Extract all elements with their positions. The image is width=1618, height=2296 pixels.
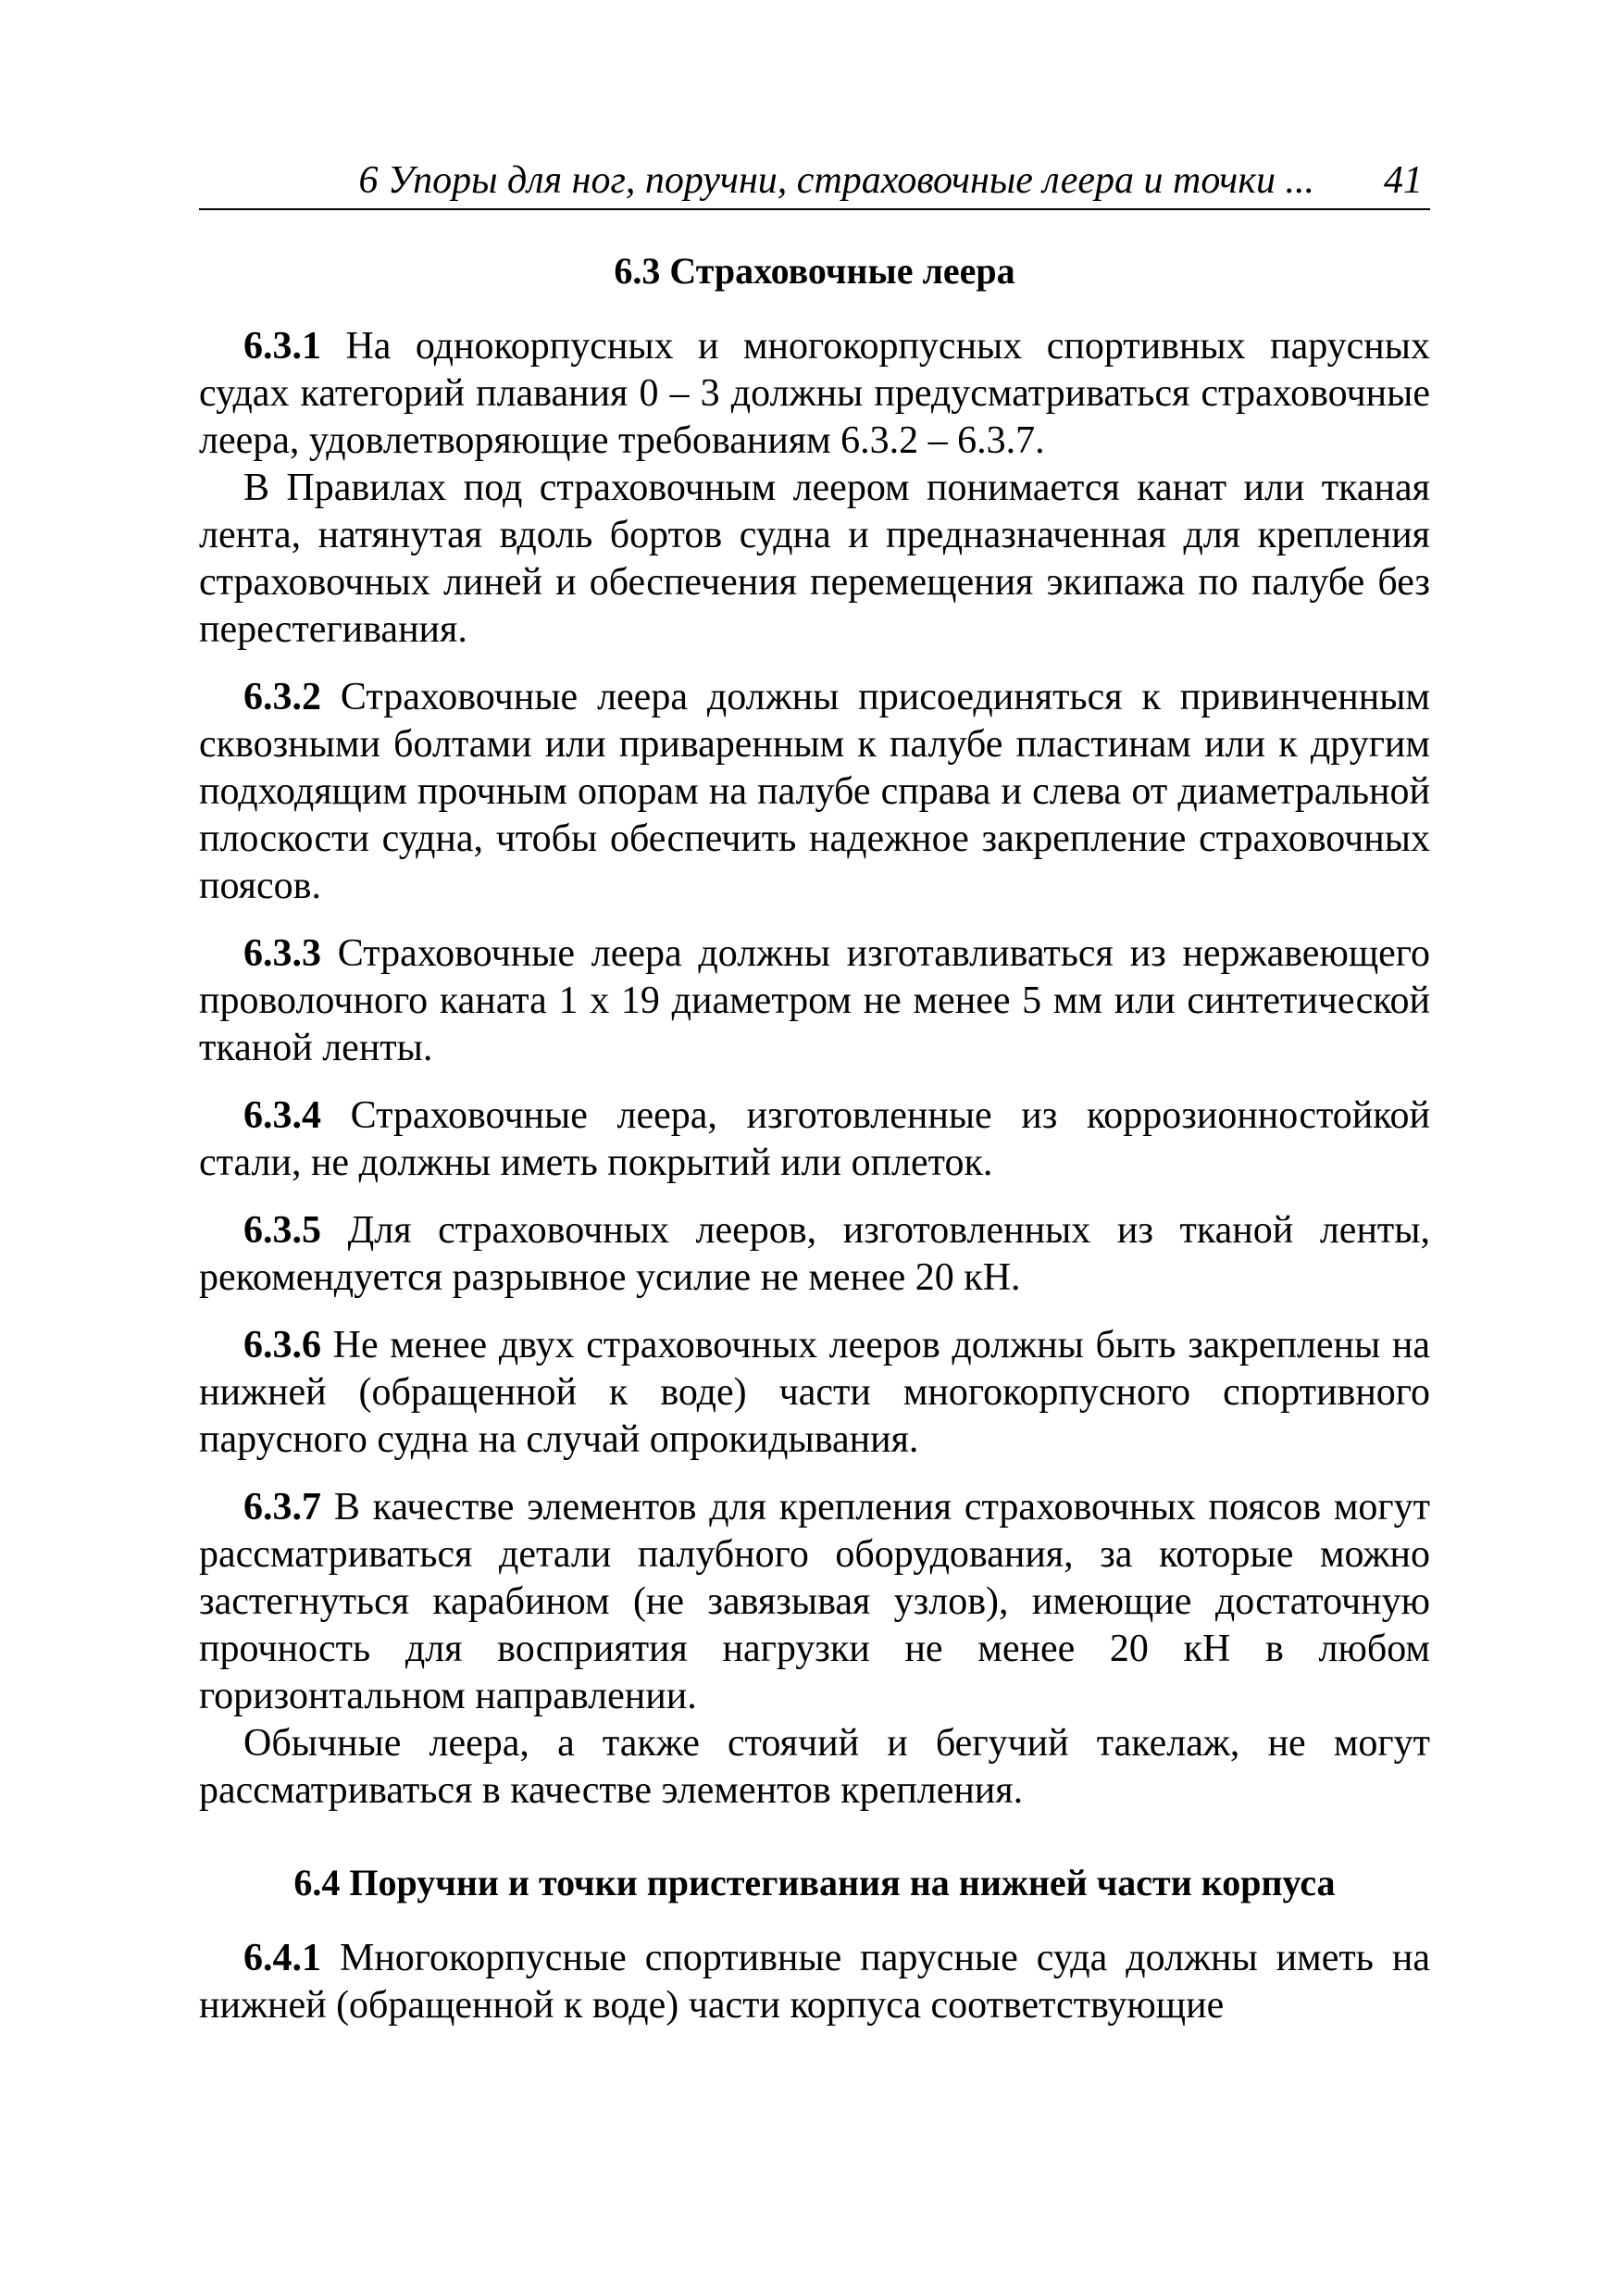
clause-text: На однокорпусных и многокорпусных спортивных парусных судах категорий плавания 0 – 3 должны предусматриваться страховочные леера, удовлетворяющие требованиям 6.3.2 – 6.3.7. — [199, 325, 1430, 462]
clause-text: Многокорпусные спортивные парусные суда должны иметь на нижней (обращенной к воде) части корпуса соответствующие — [199, 1937, 1430, 2027]
document-page — [199, 0, 1430, 2296]
paragraph-6-3-5 — [199, 1207, 1430, 1302]
clause-number: 6.3.3 — [243, 932, 321, 975]
page-content — [199, 245, 1430, 2029]
paragraph-6-3-3 — [199, 930, 1430, 1072]
clause-number: 6.3.4 — [243, 1094, 321, 1137]
running-header — [199, 153, 1430, 210]
clause-number: 6.4.1 — [243, 1937, 321, 1979]
paragraph-6-3-4 — [199, 1092, 1430, 1187]
clause-text: Страховочные леера должны присоединяться к привинченным сквозными болтами или приваренным к палубе пластинам или к другим подходящим прочным опорам на палубе справа и слева от диаметральной плоскости судна, чтобы обеспечить надежное закрепление страховочных поясов. — [199, 676, 1430, 907]
clause-text: Обычные леера, а также стоячий и бегучий такелаж, не могут рассматриваться в качестве элементов крепления. — [199, 1722, 1430, 1812]
clause-number: 6.3.6 — [243, 1324, 321, 1366]
paragraph-6-3-6 — [199, 1322, 1430, 1464]
clause-number: 6.3.7 — [243, 1486, 321, 1529]
paragraph-ordinary-rails — [199, 1720, 1430, 1815]
page-number: 41 — [1384, 159, 1423, 202]
clause-text: Страховочные леера, изготовленные из коррозионностойкой стали, не должны иметь покрытий или оплеток. — [199, 1094, 1430, 1184]
section-heading-6-3: 6.3 Страховочные леера — [614, 250, 1015, 292]
paragraph-6-3-1 — [199, 323, 1430, 465]
clause-text: В качестве элементов для крепления страховочных поясов могут рассматриваться детали палубного оборудования, за которые можно застегнуться карабином (не завязывая узлов), имеющие достаточную прочность для восприятия нагрузки не менее 20 кН в любом горизонтальном направлении. — [199, 1486, 1430, 1717]
paragraph-6-3-2 — [199, 674, 1430, 910]
clause-text: Для страховочных лееров, изготовленных из тканой ленты, рекомендуется разрывное усилие не менее 20 кН. — [199, 1209, 1430, 1299]
clause-text: В Правилах под страховочным леером понимается канат или тканая лента, натянутая вдоль бортов судна и предназначенная для крепления страховочных линей и обеспечения перемещения экипажа по палубе без перестегивания. — [199, 467, 1430, 651]
paragraph-6-3-7 — [199, 1484, 1430, 1720]
clause-text: Страховочные леера должны изготавливаться из нержавеющего проволочного каната 1 x 19 диаметром не менее 5 мм или синтетической тканой ленты. — [199, 932, 1430, 1069]
clause-number: 6.3.1 — [243, 325, 321, 368]
running-title: 6 Упоры для ног, поручни, страховочные леера и точки ... — [358, 159, 1314, 202]
clause-text: Не менее двух страховочных лееров должны быть закреплены на нижней (обращенной к воде) части многокорпусного спортивного парусного судна на случай опрокидывания. — [199, 1324, 1430, 1461]
section-heading-6-4: 6.4 Поручни и точки пристегивания на нижней части корпуса — [293, 1862, 1336, 1903]
paragraph-definition — [199, 465, 1430, 654]
clause-number: 6.3.5 — [243, 1209, 321, 1252]
clause-number: 6.3.2 — [243, 676, 321, 718]
paragraph-6-4-1 — [199, 1935, 1430, 2029]
